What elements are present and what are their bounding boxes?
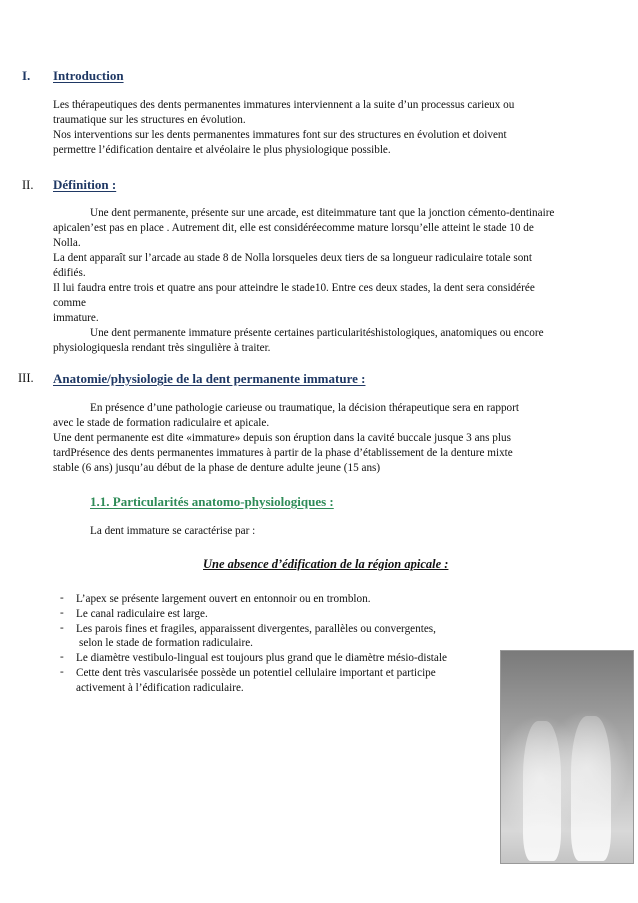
definition-line: Une dent permanente, présente sur une arcade, est diteimmature tant que la jonction cémento-dentinaire xyxy=(90,207,555,219)
intro-line: permettre l’édification dentaire et alvéolaire le plus physiologique possible. xyxy=(53,144,391,156)
apical-region-title: Une absence d’édification de la région apicale : xyxy=(203,557,449,571)
subsection-intro: La dent immature se caractérise par : xyxy=(90,525,256,537)
section-number-1: I. xyxy=(22,68,31,83)
section-heading-anatomy: Anatomie/physiologie de la dent permanente immature : xyxy=(53,371,366,386)
bullet-item: L’apex se présente largement ouvert en entonnoir ou en tromblon. xyxy=(76,593,371,605)
definition-line: La dent apparaît sur l’arcade au stade 8 de Nolla lorsqueles deux tiers de sa longueur radiculaire totale sont xyxy=(53,252,533,264)
intro-line: traumatique sur les structures en évolution. xyxy=(53,114,246,126)
anatomy-line: Une dent permanente est dite «immature» depuis son éruption dans la cavité buccale jusque 3 ans plus xyxy=(53,432,511,444)
subsection-heading: 1.1. Particularités anatomo-physiologiques : xyxy=(90,494,334,509)
section-heading-introduction: Introduction xyxy=(53,68,124,83)
intro-line: Nos interventions sur les dents permanentes immatures font sur des structures en évolution et doivent xyxy=(53,129,507,141)
anatomy-line: stable (6 ans) jusqu’au début de la phase de denture adulte jeune (15 ans) xyxy=(53,462,381,474)
anatomy-line: En présence d’une pathologie carieuse ou traumatique, la décision thérapeutique sera en rapport xyxy=(90,402,519,414)
bullet-item-continuation: selon le stade de formation radiculaire. xyxy=(79,637,253,649)
section-number-3: III. xyxy=(18,371,34,385)
bullet-item: Le diamètre vestibulo-lingual est toujours plus grand que le diamètre mésio-distale xyxy=(76,652,447,664)
bullet-item: Le canal radiculaire est large. xyxy=(76,608,208,620)
bullet-marker: - xyxy=(60,651,64,663)
section-heading-definition: Définition : xyxy=(53,177,117,192)
definition-line: Une dent permanente immature présente certaines particularitéshistologiques, anatomiques ou encore xyxy=(90,327,544,339)
tooth-shape xyxy=(571,716,611,861)
bullet-item: Cette dent très vascularisée possède un potentiel cellulaire important et participe xyxy=(76,667,436,679)
bullet-item-continuation: activement à l’édification radiculaire. xyxy=(76,682,244,694)
tooth-shape xyxy=(523,721,561,861)
anatomy-line: tardPrésence des dents permanentes immatures à partir de la phase d’établissement de la denture mixte xyxy=(53,447,513,459)
definition-line: Il lui faudra entre trois et quatre ans pour atteindre le stade10. Entre ces deux stades, la dent sera considérée xyxy=(53,282,535,294)
bullet-item: Les parois fines et fragiles, apparaissent divergentes, parallèles ou convergentes, xyxy=(76,623,436,635)
definition-line: physiologiquesla rendant très singulière à traiter. xyxy=(53,342,271,354)
definition-line: apicalen’est pas en place . Autrement dit, elle est considéréecomme mature lorsqu’elle atteint le stade 10 de xyxy=(53,222,534,234)
bullet-marker: - xyxy=(60,622,64,634)
section-number-2: II. xyxy=(22,178,34,192)
definition-line: Nolla. xyxy=(53,237,81,249)
bullet-marker: - xyxy=(60,592,64,604)
definition-line: immature. xyxy=(53,312,99,324)
bullet-marker: - xyxy=(60,666,64,678)
dental-radiograph-image xyxy=(500,650,634,864)
anatomy-line: avec le stade de formation radiculaire et apicale. xyxy=(53,417,270,429)
definition-line: comme xyxy=(53,297,86,309)
definition-line: édifiés. xyxy=(53,267,86,279)
intro-line: Les thérapeutiques des dents permanentes immatures interviennent a la suite d’un processus carieux ou xyxy=(53,99,515,111)
bullet-marker: - xyxy=(60,607,64,619)
